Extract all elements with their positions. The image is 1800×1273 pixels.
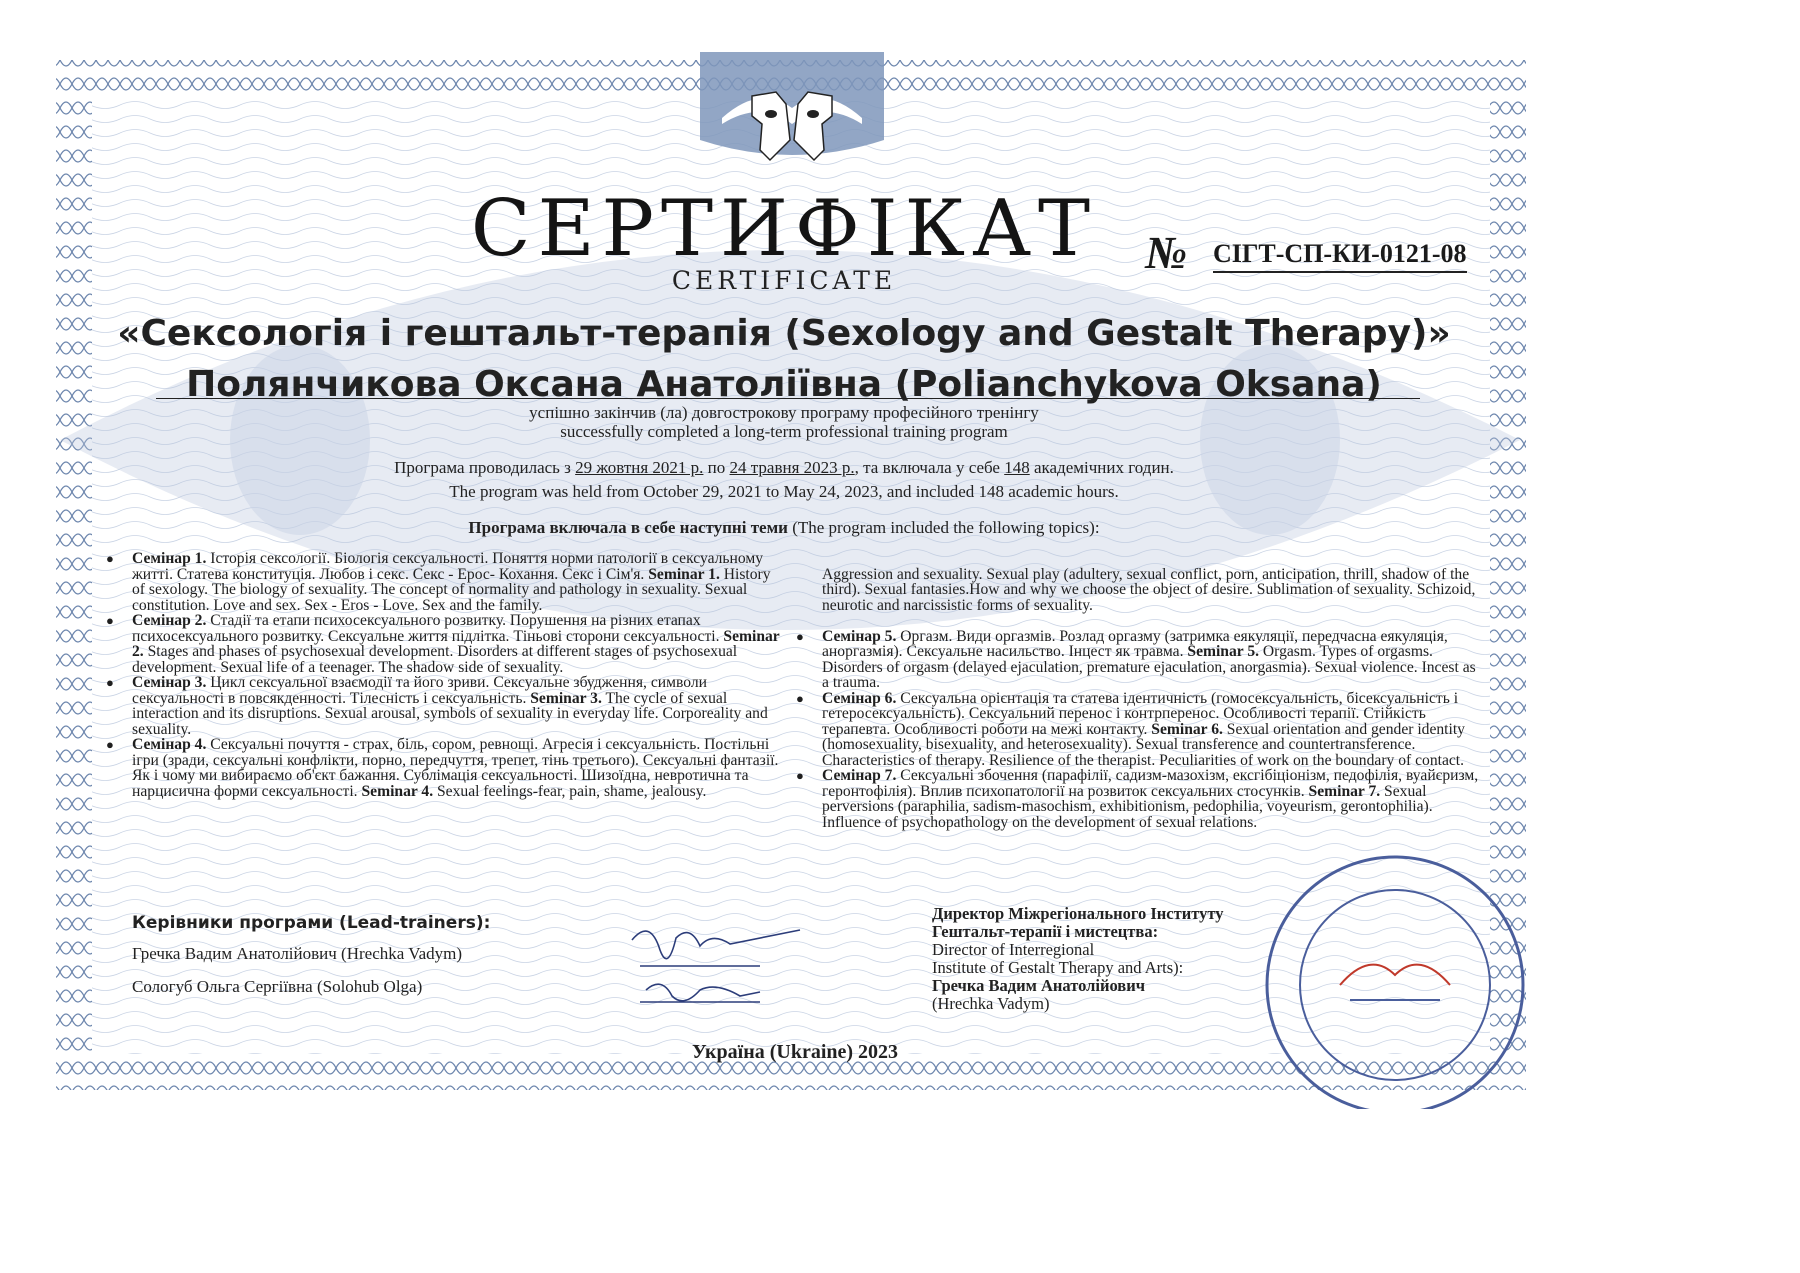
start-date: 29 жовтня 2021 р. bbox=[575, 458, 704, 477]
recipient-name: Полянчикова Оксана Анатоліївна (Polianchykova Oksana) bbox=[186, 364, 1382, 405]
seminar-3: ● Семінар 3. Цикл сексуальної взаємодії та його зриви. Сексуальне збудження, символи сексуальності в повсякденності. Тілесність і сексуальність. Seminar 3. The cycle of sexual interaction and its disruptions. Sexual arousal, symbols of sexuality in everyday life. Corporeality and sexuality. bbox=[106, 675, 786, 737]
director-line-1: Директор Міжрегіонального Інституту bbox=[932, 904, 1224, 923]
seminars-left-column bbox=[106, 551, 786, 799]
certificate-title-en: CERTIFICATE bbox=[671, 266, 897, 295]
seminar-1: ● Семінар 1. Історія сексології. Біологія сексуальності. Поняття норми патології в сексуальному житті. Статева конституція. Любов і секс. Секс - Ерос- Кохання. Секс і Сім'я. Seminar 1. History of sexology. The biology of sexuality. The concept of normality and pathology in sexuality. Sexual constitution. Love and sex. Sex - Eros - Love. Sex and the family. bbox=[106, 551, 786, 613]
period-en: The program was held from October 29, 2021 to May 24, 2023, and included 148 academic hours. bbox=[449, 482, 1119, 501]
certificate-title-uk: СЕРТИФІКАТ bbox=[470, 184, 1098, 274]
period-uk: Програма проводилась з 29 жовтня 2021 р. по 24 травня 2023 р., та включала у себе 148 академічних годин. bbox=[394, 458, 1174, 477]
seminar-4: ● Семінар 4. Сексуальні почуття - страх, біль, сором, ревнощі. Агресія і сексуальність. Постільні ігри (зради, сексуальні конфлікти, порно, передчуття, трепет, тінь третього). Сексуальні фантазії. Як і чому ми вибираємо об'єкт бажання. Сублімація сексуальності. Шизоїдна, невротична та нарцисична форми сексуальності. Seminar 4. Sexual feelings-fear, pain, shame, jealousy. bbox=[106, 737, 786, 799]
topics-heading: Програма включала в себе наступні теми (The program included the following topics): bbox=[468, 518, 1100, 537]
seminar-5: ● Семінар 5. Оргазм. Види оргазмів. Розлад оргазму (затримка еякуляції, передчасна еякуляція, аноргазмія). Сексуальне насильство. Інцест як травма. Seminar 5. Orgasm. Types of orgasms. Disorders of orgasm (delayed ejaculation, premature ejaculation, anorgasmia). Sexual violence. Incest as a trauma. bbox=[796, 629, 1482, 691]
hours: 148 bbox=[1004, 458, 1030, 477]
director-line-3: Director of Interregional bbox=[932, 940, 1095, 959]
seminar-6: ● Семінар 6. Сексуальна орієнтація та статева ідентичність (гомосексуальність, бісексуальність і гетеросексуальність). Сексуальний перенос і контрперенос. Особливості терапії. Стійкість терапевта. Особливості роботи на межі контакту. Seminar 6. Sexual orientation and gender identity (homosexuality, bisexuality, and heterosexuality). Sexual transference and countertransference. Characteristics of therapy. Resilience of the therapist. Peculiarities of work on the boundary of contact. bbox=[796, 691, 1482, 769]
completed-en: successfully completed a long-term professional training program bbox=[560, 422, 1008, 441]
trainer-2: Сологуб Ольга Сергіївна (Solohub Olga) bbox=[132, 977, 423, 996]
number-sign: № bbox=[1145, 227, 1188, 278]
lead-trainers-heading: Керівники програми (Lead-trainers): bbox=[132, 913, 491, 933]
seminar-2: ● Семінар 2. Стадії та етапи психосексуального розвитку. Порушення на різних етапах психосексуального розвитку. Сексуальне життя підлітка. Тіньові сторони сексуальності. Seminar 2. Stages and phases of psychosexual development. Disorders at different stages of psychosexual development. Sexual life of a teenager. The shadow side of sexuality. bbox=[106, 613, 786, 675]
certificate-number bbox=[1145, 226, 1485, 278]
seminar-7: ● Семінар 7. Сексуальні збочення (парафілії, садизм-мазохізм, ексгібіціонізм, педофілія, вуайєризм, геронтофілія). Вплив психопатології на розвиток сексуальних стосунків. Seminar 7. Sexual perversions (paraphilia, sadism-masochism, exhibitionism, pedophilia, voyeurism, gerontophilia). Influence of psychopathology on the development of sexual relations. bbox=[796, 768, 1482, 830]
footer-country-year: Україна (Ukraine) 2023 bbox=[691, 1041, 899, 1063]
director-line-2: Гештальт-терапії і мистецтва: bbox=[932, 922, 1159, 941]
director-line-5: Гречка Вадим Анатолійович bbox=[932, 976, 1146, 995]
certificate-number-value: СІГТ-СП-КИ-0121-08 bbox=[1213, 239, 1467, 273]
director-line-6: (Hrechka Vadym) bbox=[932, 994, 1050, 1013]
course-title: «Сексологія і гештальт-терапія (Sexology and Gestalt Therapy)» bbox=[117, 313, 1451, 354]
end-date: 24 травня 2023 р. bbox=[729, 458, 855, 477]
completed-uk: успішно закінчив (ла) довгострокову програму професійного тренінгу bbox=[529, 403, 1039, 422]
seminars-right-column bbox=[796, 551, 1482, 830]
name-underline bbox=[156, 398, 1420, 399]
trainer-1: Гречка Вадим Анатолійович (Hrechka Vadym) bbox=[132, 944, 463, 963]
seminar-4-continuation: Aggression and sexuality. Sexual play (adultery, sexual conflict, porn, anticipation, thrill, shadow of the third). Sexual fantasies.How and why we choose the object of desire. Sublimation of sexuality. Schizoid, neurotic and narcissistic forms of sexuality. bbox=[822, 565, 1476, 614]
director-block bbox=[932, 905, 1292, 1013]
director-line-4: Institute of Gestalt Therapy and Arts): bbox=[932, 958, 1184, 977]
